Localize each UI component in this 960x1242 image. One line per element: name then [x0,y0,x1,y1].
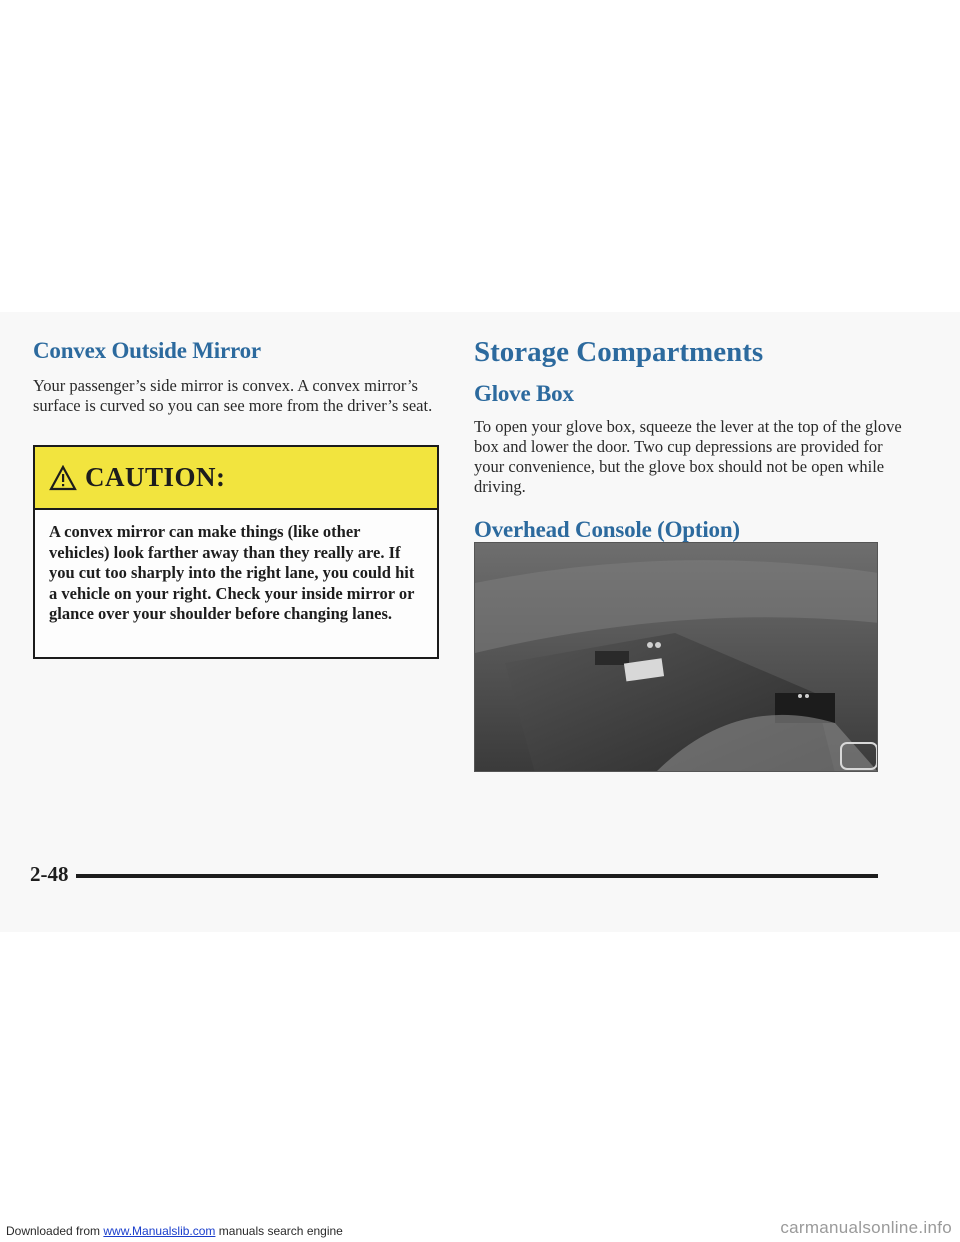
caution-header [35,447,437,510]
convex-mirror-text: Your passenger’s side mirror is convex. A convex mirror’s surface is curved so you can see more from the driver’s seat. [33,376,433,415]
footer-rule [76,874,878,878]
left-column [33,338,443,416]
watermark: carmanualsonline.info [780,1218,952,1237]
download-suffix: manuals search engine [215,1224,343,1238]
glove-box-text: To open your glove box, squeeze the lever at the top of the glove box and lower the door. Two cup depressions are provided for your convenience, but the glove box should not be open while driving. [474,417,902,496]
caution-text: A convex mirror can make things (like other vehicles) look farther away than they really are. If you cut too sharply into the right lane, you could hit a vehicle on your right. Check your inside mirror or glance over your shoulder before changing lanes. [49,522,415,623]
overhead-console-heading: Overhead Console (Option) [474,517,740,542]
warning-triangle-icon [49,465,77,491]
page-number: 2-48 [30,862,69,886]
convex-mirror-heading: Convex Outside Mirror [33,338,261,363]
download-prefix: Downloaded from [6,1224,104,1238]
caution-title: CAUTION: [85,462,226,492]
glove-box-heading: Glove Box [474,381,574,406]
manualslib-link[interactable]: www.Manualslib.com [103,1224,216,1238]
right-column [474,336,914,543]
download-line [6,1224,343,1238]
caution-box [33,445,439,659]
storage-compartments-heading: Storage Compartments [474,336,764,368]
overhead-console-photo [474,542,878,772]
